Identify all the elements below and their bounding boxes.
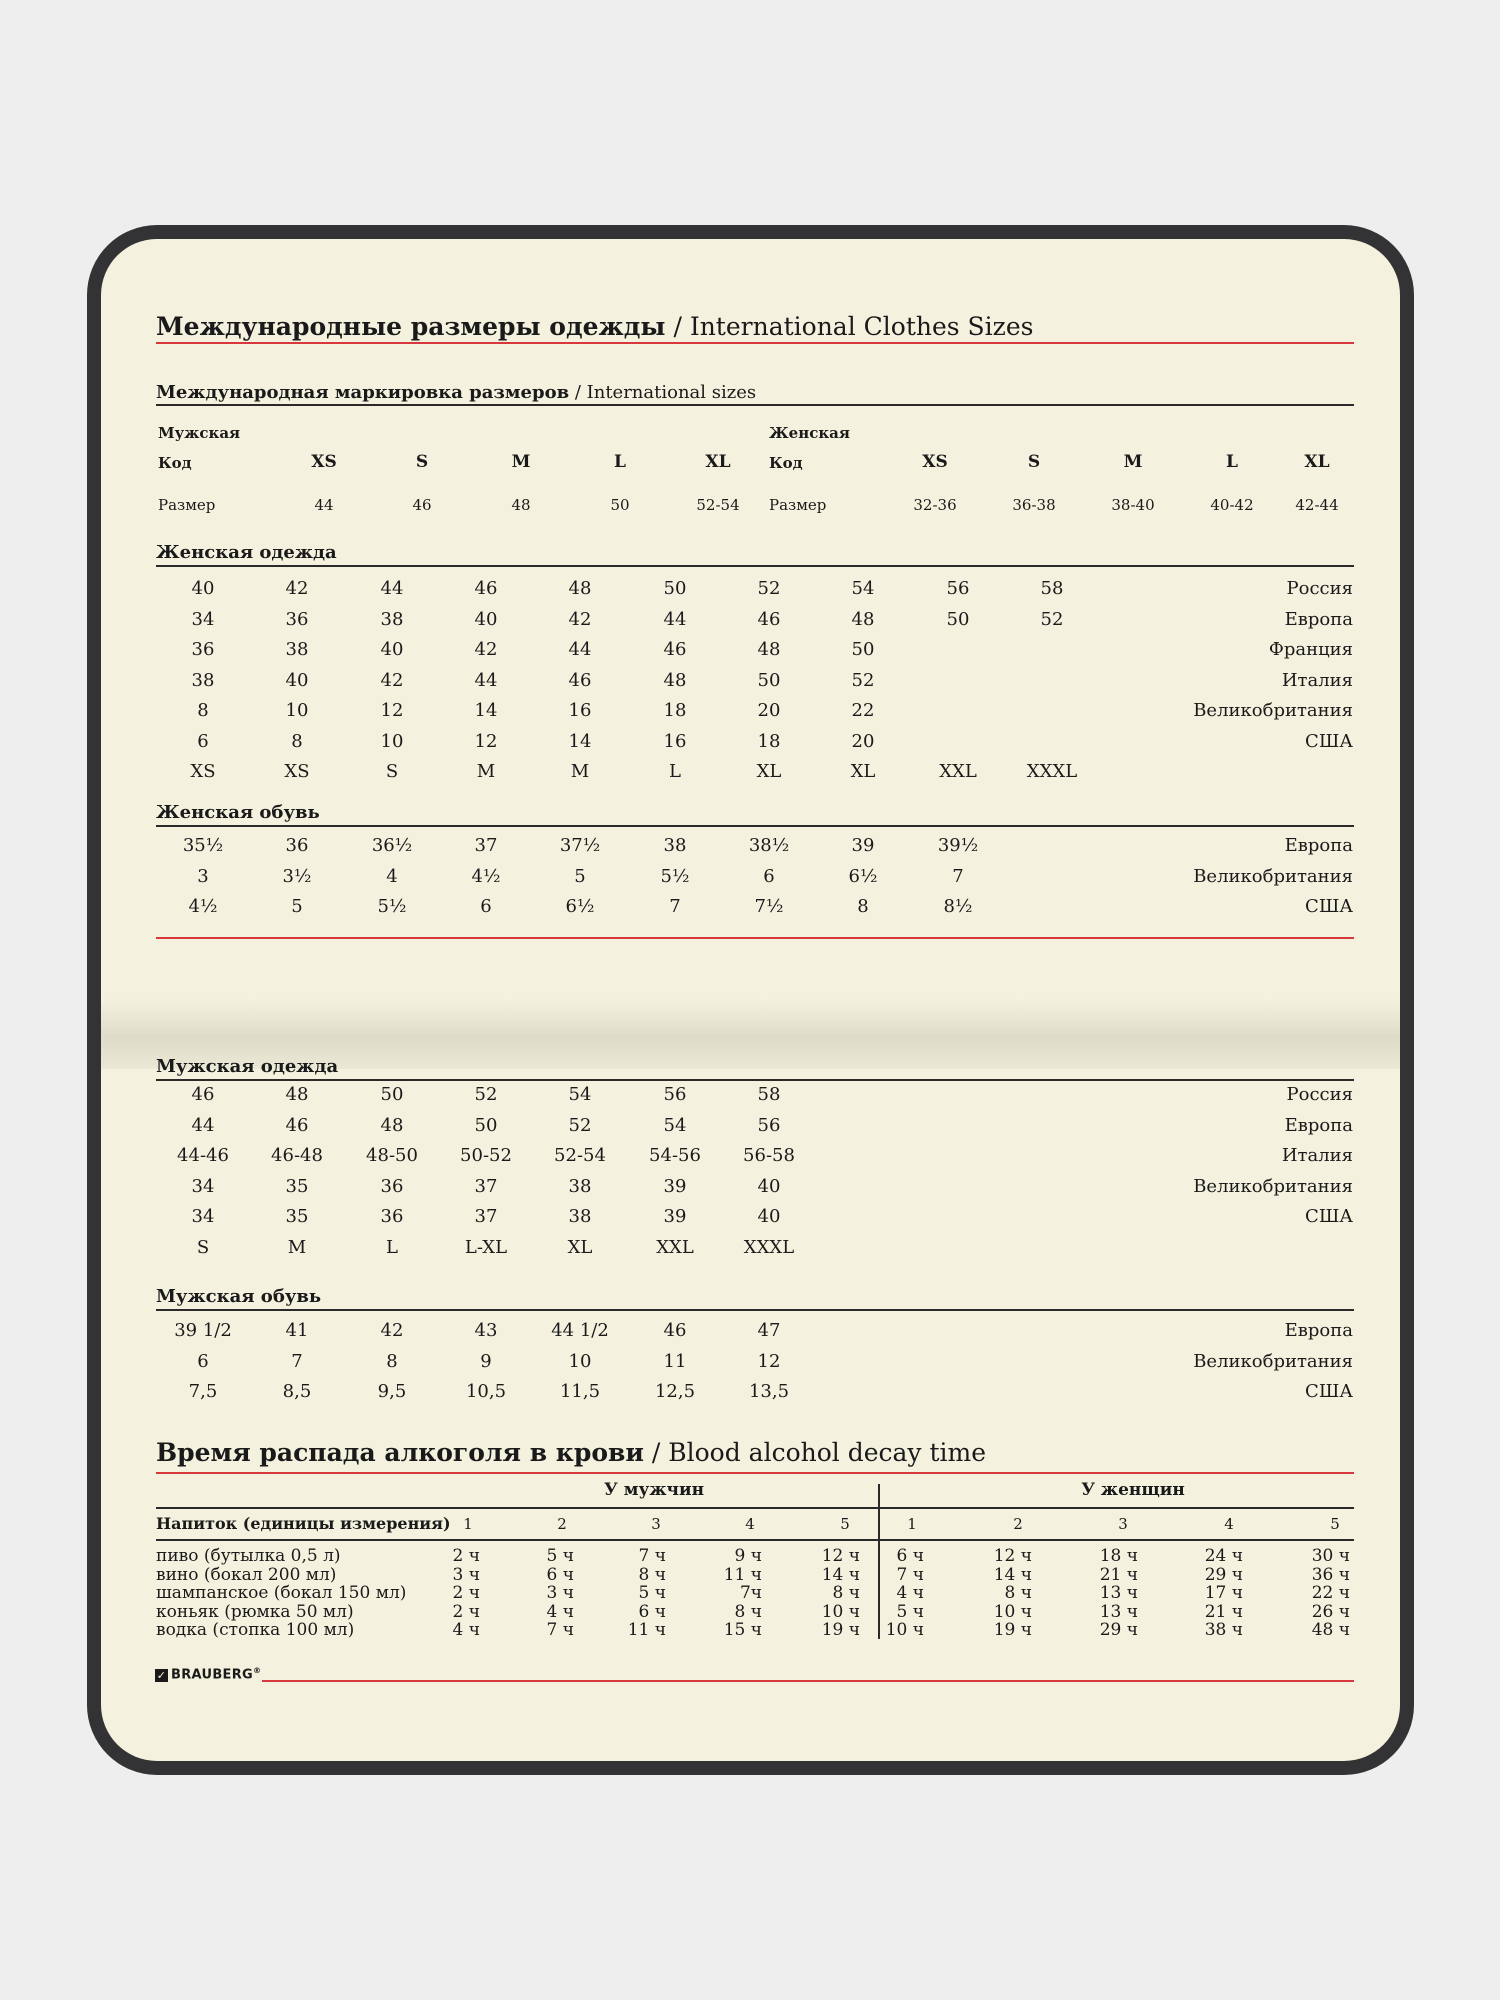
country-label: США — [1305, 1381, 1353, 1402]
size-cell: 8 — [291, 730, 303, 752]
women-code-cell: S — [1027, 452, 1041, 472]
size-cell: 35 — [285, 1175, 309, 1197]
page-title — [156, 312, 1033, 341]
women-decay-cell: 29 ч — [1099, 1620, 1138, 1640]
size-cell: 47 — [757, 1320, 781, 1341]
size-cell: 22 — [851, 700, 875, 721]
size-cell: 37 — [474, 1206, 498, 1227]
size-cell: 38 — [663, 835, 687, 856]
size-cell: 48 — [380, 1114, 404, 1136]
size-cell: 56 — [663, 1084, 687, 1105]
size-cell: 37 — [474, 835, 498, 856]
women-decay-cell: 14 ч — [993, 1564, 1032, 1585]
alcohol-title-ru: Время распада алкоголя в крови — [156, 1438, 644, 1467]
size-cell: 56 — [757, 1114, 781, 1136]
unit-header-men: 5 — [840, 1515, 850, 1533]
men-decay-cell: 2 ч — [452, 1601, 480, 1622]
size-cell: 7½ — [754, 896, 784, 917]
men-shoes-title: Мужская обувь — [156, 1286, 322, 1307]
size-cell: 7 — [291, 1350, 303, 1372]
size-cell: M — [287, 1236, 307, 1258]
size-cell: 50 — [946, 608, 970, 630]
men-decay-cell: 11 ч — [627, 1620, 666, 1640]
size-cell: 54 — [663, 1114, 687, 1136]
size-cell: 34 — [191, 608, 215, 630]
women-clothes-title: Женская одежда — [156, 542, 337, 563]
size-cell: 36 — [285, 608, 309, 630]
size-cell: L-XL — [464, 1236, 508, 1258]
size-cell: 10,5 — [465, 1381, 507, 1402]
men-intl-label: Мужская — [158, 424, 241, 442]
men-size-cell: 48 — [511, 496, 531, 514]
size-cell: 50 — [474, 1114, 498, 1136]
size-cell: 36 — [285, 835, 309, 856]
country-label: Великобритания — [1193, 700, 1353, 721]
size-cell: 48 — [568, 578, 592, 599]
size-cell: 40 — [474, 608, 498, 630]
size-cell: 40 — [191, 578, 215, 599]
women-size-cell: 32-36 — [913, 496, 957, 514]
men-clothes-title: Мужская одежда — [156, 1056, 339, 1077]
intl-title — [156, 382, 756, 403]
size-cell: 46-48 — [271, 1145, 323, 1166]
country-label: Европа — [1284, 1114, 1353, 1136]
country-label: Великобритания — [1193, 865, 1353, 887]
size-cell: 42 — [568, 608, 592, 630]
size-cell: 12,5 — [654, 1381, 696, 1402]
size-cell: 50 — [757, 669, 781, 691]
size-cell: 8 — [197, 700, 209, 721]
women-decay-cell: 22 ч — [1311, 1583, 1350, 1603]
women-decay-cell: 24 ч — [1204, 1546, 1243, 1566]
men-size-cell: 46 — [412, 496, 432, 514]
size-cell: 10 — [285, 700, 309, 721]
women-decay-cell: 26 ч — [1311, 1601, 1350, 1622]
size-cell: 36 — [191, 639, 215, 660]
men-decay-cell: 6 ч — [546, 1564, 574, 1585]
unit-header-men: 1 — [463, 1515, 473, 1533]
size-cell: 42 — [285, 578, 309, 599]
size-cell: 6 — [763, 865, 775, 887]
men-decay-cell: 9 ч — [734, 1546, 762, 1566]
men-decay-cell: 4 ч — [546, 1601, 574, 1622]
size-cell: 8½ — [943, 896, 973, 917]
size-cell: 42 — [380, 669, 404, 691]
size-cell: 18 — [663, 700, 687, 721]
men-decay-cell: 5 ч — [638, 1583, 666, 1603]
men-decay-cell: 19 ч — [821, 1620, 860, 1640]
women-decay-cell: 21 ч — [1204, 1601, 1243, 1622]
size-cell: 34 — [191, 1175, 215, 1197]
women-decay-cell: 17 ч — [1204, 1583, 1243, 1603]
women-size-cell: 36-38 — [1012, 496, 1056, 514]
alcohol-divider — [878, 1484, 880, 1639]
women-shoes-rule — [156, 825, 1354, 827]
title-rule — [156, 342, 1354, 344]
size-cell: 50 — [380, 1084, 404, 1105]
size-cell: 54 — [568, 1084, 592, 1105]
size-cell: 58 — [1040, 578, 1064, 599]
men-decay-cell: 7 ч — [638, 1546, 666, 1566]
intl-rule — [156, 404, 1354, 406]
size-cell: 39½ — [937, 835, 979, 856]
size-cell: 46 — [663, 639, 687, 660]
women-decay-cell: 10 ч — [993, 1601, 1032, 1622]
size-cell: 50-52 — [460, 1145, 512, 1166]
size-cell: M — [476, 761, 496, 782]
size-cell: 39 — [851, 835, 875, 856]
size-cell: 44 — [380, 578, 404, 599]
country-label: Великобритания — [1193, 1350, 1353, 1372]
page-title-ru: Международные размеры одежды — [156, 312, 666, 341]
unit-header-men: 4 — [745, 1515, 755, 1533]
size-cell: 11 — [663, 1350, 687, 1372]
size-cell: 54-56 — [649, 1145, 701, 1166]
alcohol-title-rule — [156, 1472, 1354, 1474]
men-code-cell: XL — [705, 452, 731, 472]
women-decay-cell: 30 ч — [1311, 1546, 1350, 1566]
size-cell: 6½ — [848, 865, 878, 887]
women-shoes-title: Женская обувь — [156, 802, 320, 823]
size-cell: 43 — [474, 1320, 498, 1341]
size-cell: 38 — [380, 608, 404, 630]
intl-title-ru: Международная маркировка размеров — [156, 382, 570, 403]
men-decay-cell: 7 ч — [546, 1620, 574, 1640]
unit-header-women: 4 — [1224, 1515, 1234, 1533]
size-cell: 4½ — [188, 896, 218, 917]
unit-header-men: 2 — [557, 1515, 567, 1533]
alcohol-title — [156, 1438, 986, 1467]
size-cell: 38 — [568, 1175, 592, 1197]
women-size-label: Размер — [769, 496, 827, 514]
men-decay-cell: 6 ч — [638, 1601, 666, 1622]
alcohol-title-en: / Blood alcohol decay time — [651, 1438, 987, 1467]
women-size-cell: 42-44 — [1295, 496, 1339, 514]
alcohol-units-rule — [156, 1539, 1354, 1541]
brand-name: BRAUBERG — [171, 1667, 254, 1683]
country-label: США — [1305, 730, 1353, 752]
size-cell: 18 — [757, 730, 781, 752]
men-code-label: Код — [158, 454, 192, 472]
footer-rule — [262, 1680, 1354, 1682]
size-cell: 9,5 — [377, 1381, 407, 1402]
size-cell: XS — [190, 761, 216, 782]
size-cell: 46 — [663, 1320, 687, 1341]
drink-name: вино (бокал 200 мл) — [156, 1564, 337, 1585]
size-cell: XL — [567, 1236, 593, 1258]
size-cell: 13,5 — [748, 1381, 790, 1402]
size-cell: 48 — [851, 608, 875, 630]
size-cell: 52 — [474, 1084, 498, 1105]
size-cell: 39 — [663, 1206, 687, 1227]
size-cell: 3½ — [282, 865, 312, 887]
size-cell: XL — [756, 761, 782, 782]
women-decay-cell: 5 ч — [896, 1601, 924, 1622]
size-cell: 6½ — [565, 896, 595, 917]
unit-header-men: 3 — [651, 1515, 661, 1533]
size-cell: 35 — [285, 1206, 309, 1227]
size-cell: 5½ — [660, 865, 690, 887]
size-cell: L — [669, 761, 681, 782]
size-cell: 14 — [568, 730, 592, 752]
size-cell: 7,5 — [188, 1381, 218, 1402]
size-cell: 16 — [568, 700, 592, 721]
men-code-cell: L — [614, 452, 626, 472]
size-cell: 46 — [285, 1114, 309, 1136]
women-decay-cell: 12 ч — [993, 1546, 1032, 1566]
women-decay-cell: 48 ч — [1311, 1620, 1350, 1640]
size-cell: XXXL — [743, 1236, 795, 1258]
size-cell: 36 — [380, 1206, 404, 1227]
women-decay-cell: 18 ч — [1099, 1546, 1138, 1566]
size-cell: 20 — [851, 730, 875, 752]
size-cell: 40 — [757, 1175, 781, 1197]
alcohol-men-header: У мужчин — [603, 1480, 705, 1500]
size-cell: 50 — [663, 578, 687, 599]
men-decay-cell: 8 ч — [638, 1564, 666, 1585]
women-decay-cell: 36 ч — [1311, 1564, 1350, 1585]
size-cell: L — [386, 1236, 398, 1258]
alcohol-drink-header: Напиток (единицы измерения) — [156, 1514, 451, 1533]
size-cell: 58 — [757, 1084, 781, 1105]
size-cell: 6 — [480, 896, 492, 917]
size-cell: 41 — [285, 1320, 309, 1341]
size-cell: 12 — [380, 700, 404, 721]
drink-name: пиво (бутылка 0,5 л) — [156, 1546, 341, 1566]
women-decay-cell: 8 ч — [1004, 1583, 1032, 1603]
men-decay-cell: 15 ч — [723, 1620, 762, 1640]
size-cell: 37½ — [559, 835, 601, 856]
unit-header-women: 3 — [1118, 1515, 1128, 1533]
size-cell: 38 — [285, 639, 309, 660]
women-decay-cell: 13 ч — [1099, 1601, 1138, 1622]
country-label: Европа — [1284, 1320, 1353, 1341]
women-decay-cell: 4 ч — [896, 1583, 924, 1603]
size-cell: 48 — [663, 669, 687, 691]
country-label: Россия — [1286, 578, 1353, 599]
size-cell: 4½ — [471, 865, 501, 887]
size-cell: 14 — [474, 700, 498, 721]
size-cell: 8 — [386, 1350, 398, 1372]
brand-logo — [155, 1666, 261, 1682]
women-code-cell: XL — [1304, 452, 1330, 472]
men-decay-cell: 10 ч — [821, 1601, 860, 1622]
women-decay-cell: 21 ч — [1099, 1564, 1138, 1585]
women-decay-cell: 13 ч — [1099, 1583, 1138, 1603]
size-cell: 44 — [191, 1114, 215, 1136]
size-cell: 12 — [757, 1350, 781, 1372]
drink-name: водка (стопка 100 мл) — [156, 1620, 355, 1640]
women-code-cell: L — [1226, 452, 1238, 472]
men-decay-cell: 14 ч — [821, 1564, 860, 1585]
size-cell: 39 — [663, 1175, 687, 1197]
size-cell: XXXL — [1026, 761, 1078, 782]
size-cell: 40 — [380, 639, 404, 660]
size-cell: 52 — [851, 669, 875, 691]
women-decay-cell: 7 ч — [896, 1564, 924, 1585]
size-cell: 56-58 — [743, 1145, 795, 1166]
size-cell: 7 — [952, 865, 964, 887]
size-cell: 6 — [197, 730, 209, 752]
men-decay-cell: 7ч — [739, 1583, 762, 1603]
size-cell: 34 — [191, 1206, 215, 1227]
size-cell: 54 — [851, 578, 875, 599]
size-cell: 6 — [197, 1350, 209, 1372]
size-cell: 50 — [851, 639, 875, 660]
size-cell: 42 — [380, 1320, 404, 1341]
men-decay-cell: 5 ч — [546, 1546, 574, 1566]
size-cell: 8 — [857, 896, 869, 917]
women-decay-cell: 19 ч — [993, 1620, 1032, 1640]
women-code-cell: XS — [922, 452, 948, 472]
women-code-cell: M — [1123, 452, 1143, 472]
size-cell: 52-54 — [554, 1145, 606, 1166]
men-decay-cell: 11 ч — [723, 1564, 762, 1585]
size-cell: 48 — [285, 1084, 309, 1105]
women-decay-cell: 10 ч — [885, 1620, 924, 1640]
size-cell: 52 — [757, 578, 781, 599]
size-cell: 44 — [663, 608, 687, 630]
size-cell: 5 — [574, 865, 586, 887]
country-label: США — [1305, 896, 1353, 917]
size-cell: XS — [284, 761, 310, 782]
women-clothes-rule — [156, 565, 1354, 567]
size-cell: 44-46 — [177, 1145, 229, 1166]
size-cell: 38 — [568, 1206, 592, 1227]
men-size-cell: 52-54 — [696, 496, 740, 514]
size-cell: 7 — [669, 896, 681, 917]
country-label: Великобритания — [1193, 1175, 1353, 1197]
men-decay-cell: 12 ч — [821, 1546, 860, 1566]
size-cell: 40 — [757, 1206, 781, 1227]
size-cell: 36 — [380, 1175, 404, 1197]
country-label: Россия — [1286, 1084, 1353, 1105]
size-cell: XXL — [656, 1236, 694, 1258]
size-cell: 46 — [568, 669, 592, 691]
size-cell: 3 — [197, 865, 209, 887]
men-size-cell: 44 — [314, 496, 334, 514]
country-label: Европа — [1284, 608, 1353, 630]
size-cell: 46 — [191, 1084, 215, 1105]
size-cell: 5½ — [377, 896, 407, 917]
men-decay-cell: 2 ч — [452, 1583, 480, 1603]
size-cell: 10 — [568, 1350, 592, 1372]
women-decay-cell: 29 ч — [1204, 1564, 1243, 1585]
men-clothes-rule — [156, 1079, 1354, 1081]
size-cell: 52 — [568, 1114, 592, 1136]
alcohol-header-rule — [156, 1507, 1354, 1509]
size-cell: XL — [850, 761, 876, 782]
size-cell: 44 1/2 — [551, 1320, 609, 1341]
size-cell: S — [385, 761, 399, 782]
men-decay-cell: 2 ч — [452, 1546, 480, 1566]
drink-name: коньяк (рюмка 50 мл) — [156, 1601, 354, 1622]
men-decay-cell: 4 ч — [452, 1620, 480, 1640]
size-cell: 38 — [191, 669, 215, 691]
men-size-label: Размер — [158, 496, 216, 514]
men-decay-cell: 3 ч — [546, 1583, 574, 1603]
unit-header-women: 2 — [1013, 1515, 1023, 1533]
size-cell: 46 — [757, 608, 781, 630]
size-cell: 10 — [380, 730, 404, 752]
size-cell: 16 — [663, 730, 687, 752]
size-cell: S — [196, 1236, 210, 1258]
women-decay-cell: 38 ч — [1204, 1620, 1243, 1640]
men-code-cell: S — [415, 452, 429, 472]
country-label: Италия — [1281, 1145, 1353, 1166]
size-cell: 44 — [474, 669, 498, 691]
size-cell: 36½ — [371, 835, 413, 856]
size-cell: 5 — [291, 896, 303, 917]
men-decay-cell: 3 ч — [452, 1564, 480, 1585]
drink-name: шампанское (бокал 150 мл) — [156, 1583, 407, 1603]
men-code-cell: M — [511, 452, 531, 472]
size-cell: XXL — [939, 761, 977, 782]
size-cell: 48 — [757, 639, 781, 660]
size-cell: 37 — [474, 1175, 498, 1197]
men-code-cell: XS — [311, 452, 337, 472]
size-cell: 40 — [285, 669, 309, 691]
size-cell: 44 — [568, 639, 592, 660]
women-size-cell: 38-40 — [1111, 496, 1155, 514]
men-decay-cell: 8 ч — [832, 1583, 860, 1603]
size-cell: 42 — [474, 639, 498, 660]
men-size-cell: 50 — [610, 496, 630, 514]
men-shoes-rule — [156, 1309, 1354, 1311]
size-cell: 46 — [474, 578, 498, 599]
size-cell: 12 — [474, 730, 498, 752]
upper-page-end-rule — [156, 937, 1354, 939]
men-decay-cell: 8 ч — [734, 1601, 762, 1622]
size-cell: 20 — [757, 700, 781, 721]
women-decay-cell: 6 ч — [896, 1546, 924, 1566]
alcohol-women-header: У женщин — [1081, 1480, 1185, 1500]
unit-header-women: 1 — [907, 1515, 917, 1533]
size-cell: 39 1/2 — [174, 1320, 232, 1341]
size-cell: 38½ — [748, 835, 790, 856]
size-cell: 48-50 — [366, 1145, 418, 1166]
size-cell: 56 — [946, 578, 970, 599]
women-size-cell: 40-42 — [1210, 496, 1254, 514]
page-title-en: / International Clothes Sizes — [673, 312, 1034, 341]
size-cell: M — [570, 761, 590, 782]
country-label: США — [1305, 1206, 1353, 1227]
size-cell: 8,5 — [282, 1381, 312, 1402]
unit-header-women: 5 — [1330, 1515, 1340, 1533]
country-label: Франция — [1268, 639, 1353, 660]
size-cell: 11,5 — [559, 1381, 601, 1402]
women-code-label: Код — [769, 454, 803, 472]
intl-title-en: / International sizes — [574, 382, 757, 403]
country-label: Италия — [1281, 669, 1353, 691]
brand-reg: ® — [253, 1666, 262, 1675]
size-cell: 4 — [386, 865, 398, 887]
women-intl-label: Женская — [769, 424, 850, 442]
brand-check-icon: ✓ — [156, 1669, 167, 1683]
size-cell: 35½ — [182, 835, 224, 856]
size-cell: 9 — [480, 1350, 492, 1372]
size-cell: 52 — [1040, 608, 1064, 630]
country-label: Европа — [1284, 835, 1353, 856]
